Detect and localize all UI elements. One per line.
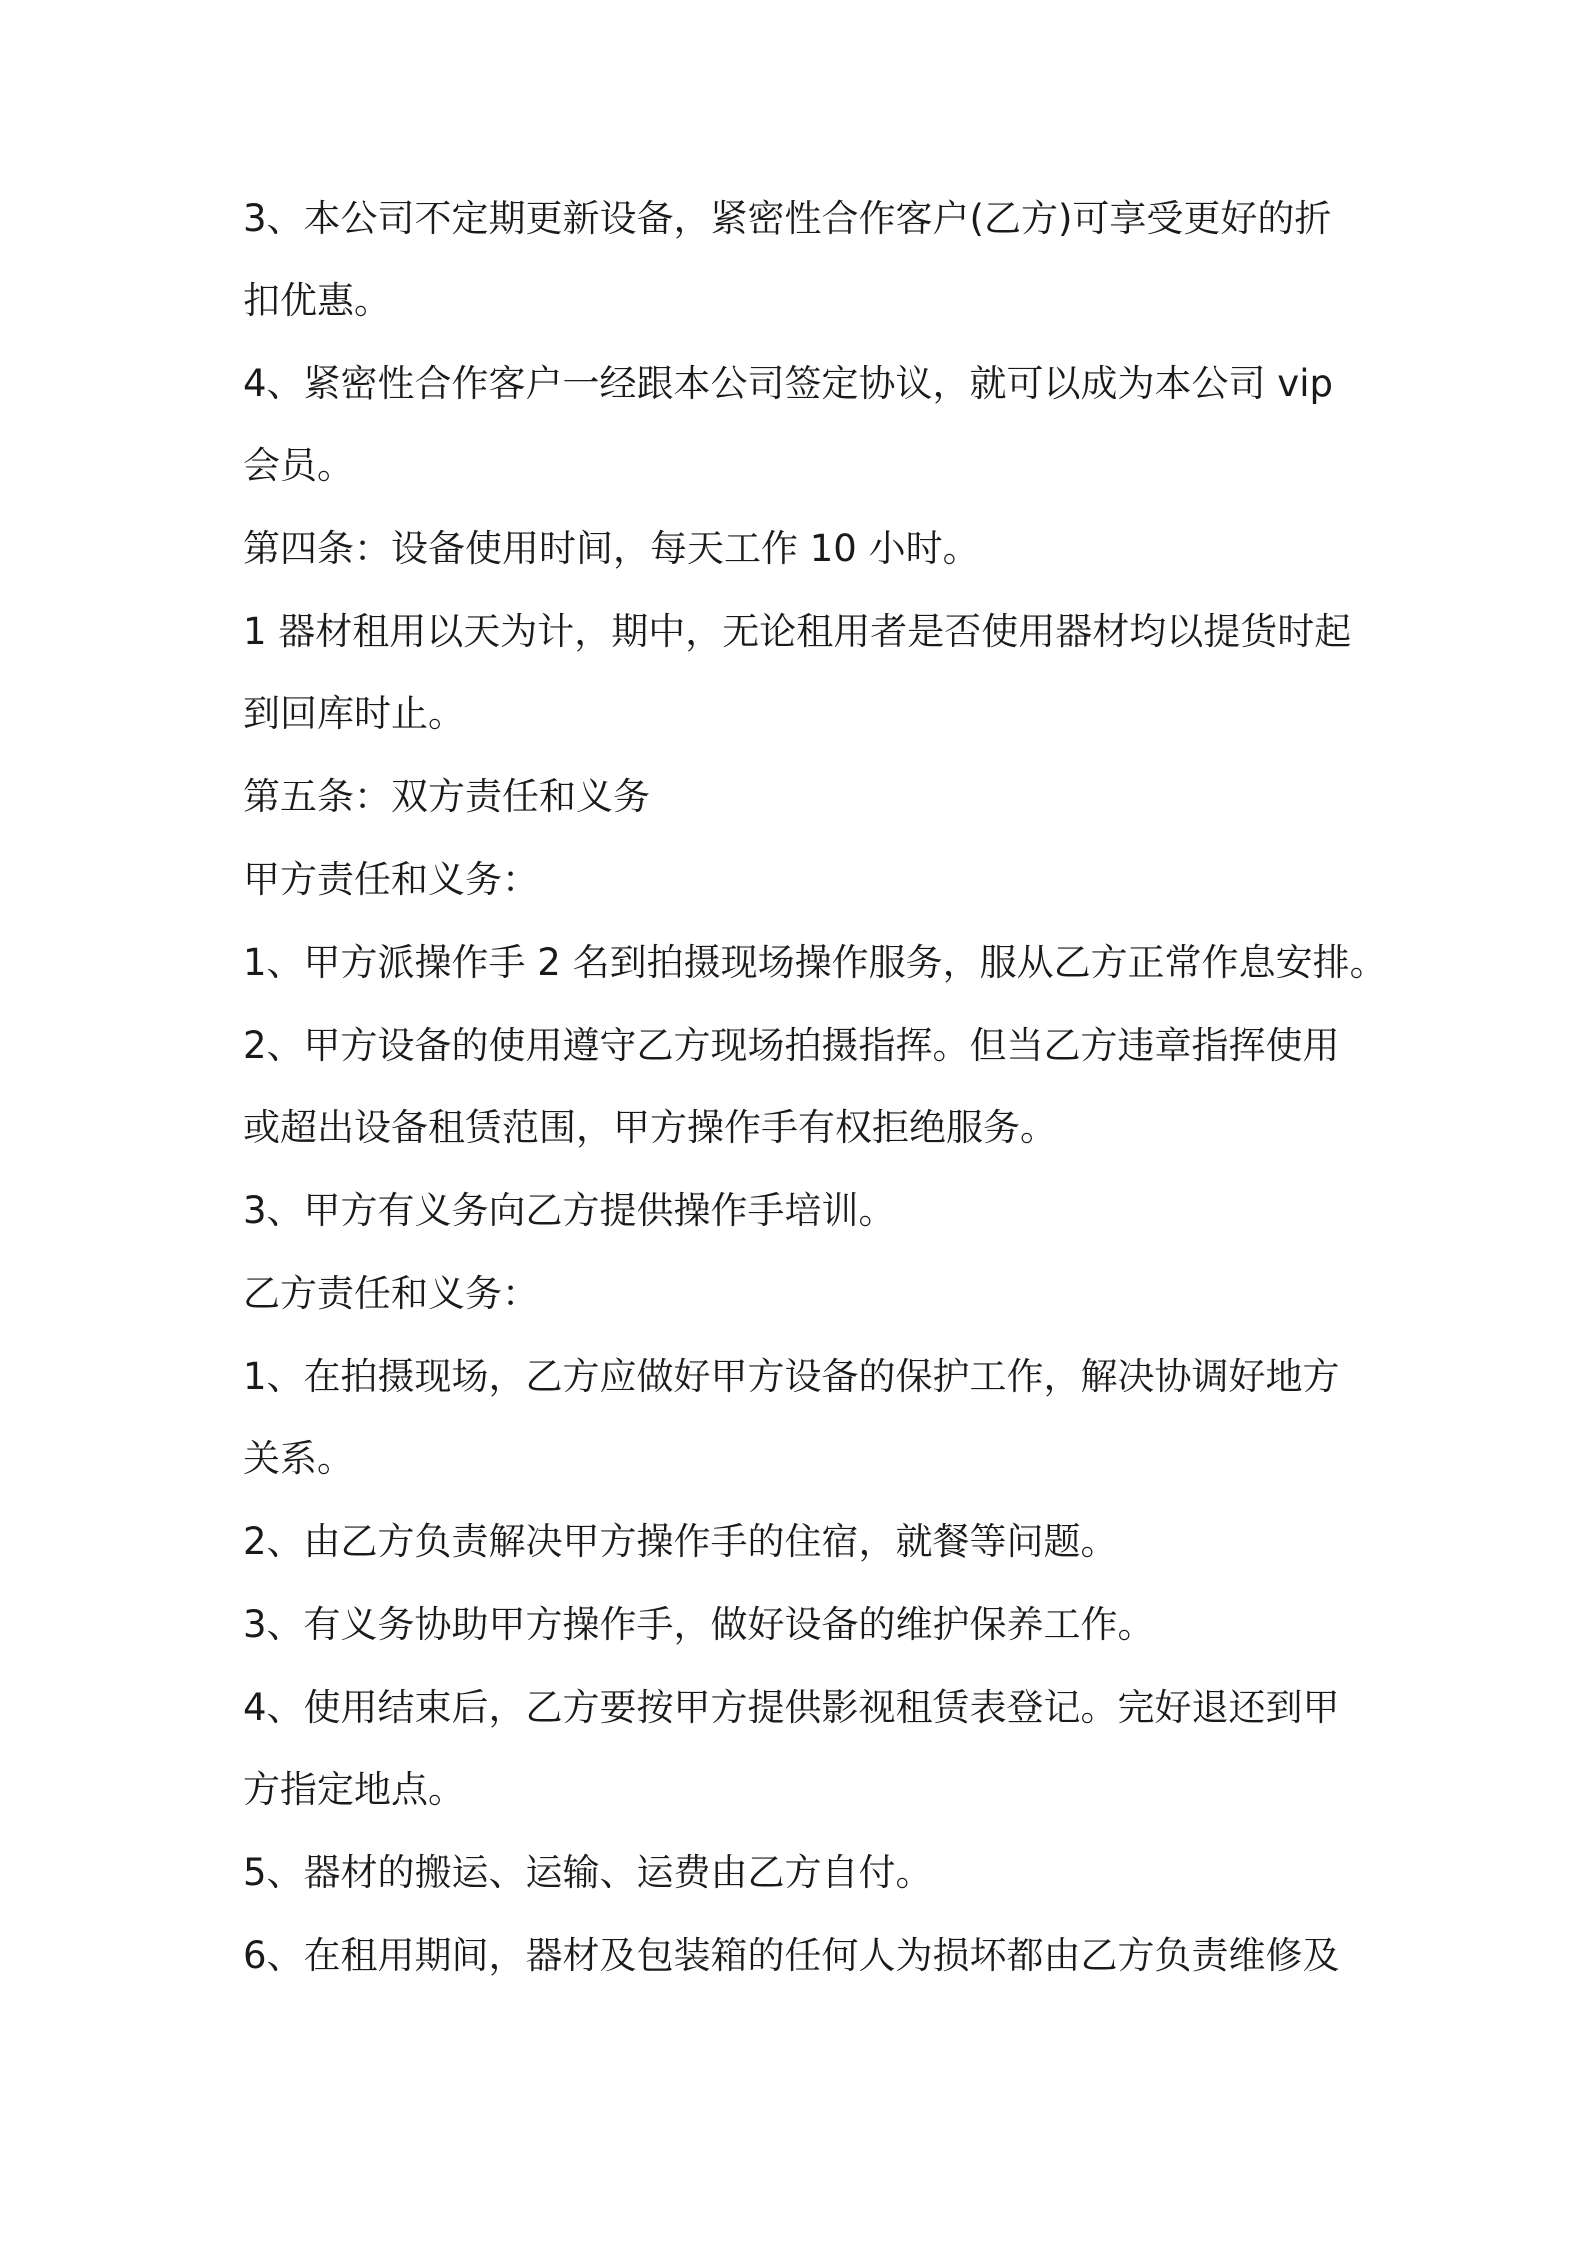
text-line: 关系。 <box>243 1437 354 1480</box>
document-body <box>243 197 1387 1977</box>
text-line: 5、器材的搬运、运输、运费由乙方自付。 <box>243 1851 933 1894</box>
text-line: 4、使用结束后，乙方要按甲方提供影视租赁表登记。完好退还到甲 <box>243 1686 1340 1729</box>
text-line: 4、紧密性合作客户一经跟本公司签定协议，就可以成为本公司 vip <box>243 362 1333 405</box>
text-line: 3、本公司不定期更新设备，紧密性合作客户(乙方)可享受更好的折 <box>243 197 1332 240</box>
text-line: 1、在拍摄现场，乙方应做好甲方设备的保护工作，解决协调好地方 <box>243 1355 1340 1398</box>
text-line: 3、甲方有义务向乙方提供操作手培训。 <box>243 1189 896 1232</box>
text-line: 3、有义务协助甲方操作手，做好设备的维护保养工作。 <box>243 1603 1155 1646</box>
text-line: 第五条：双方责任和义务 <box>243 775 650 818</box>
text-line: 乙方责任和义务： <box>243 1272 539 1315</box>
text-line: 扣优惠。 <box>243 279 391 322</box>
text-line: 6、在租用期间，器材及包装箱的任何人为损坏都由乙方负责维修及 <box>243 1934 1340 1977</box>
text-line: 甲方责任和义务： <box>243 858 539 901</box>
text-line: 方指定地点。 <box>243 1768 465 1811</box>
text-line: 1 器材租用以天为计，期中，无论租用者是否使用器材均以提货时起 <box>243 610 1352 653</box>
text-line: 或超出设备租赁范围，甲方操作手有权拒绝服务。 <box>243 1106 1057 1149</box>
text-line: 会员。 <box>243 444 354 487</box>
text-line: 2、由乙方负责解决甲方操作手的住宿，就餐等问题。 <box>243 1520 1118 1563</box>
text-line: 第四条：设备使用时间，每天工作 10 小时。 <box>243 527 980 570</box>
text-line: 到回库时止。 <box>243 692 465 735</box>
text-line: 2、甲方设备的使用遵守乙方现场拍摄指挥。但当乙方违章指挥使用 <box>243 1024 1340 1067</box>
text-line: 1、甲方派操作手 2 名到拍摄现场操作服务，服从乙方正常作息安排。 <box>243 941 1387 984</box>
